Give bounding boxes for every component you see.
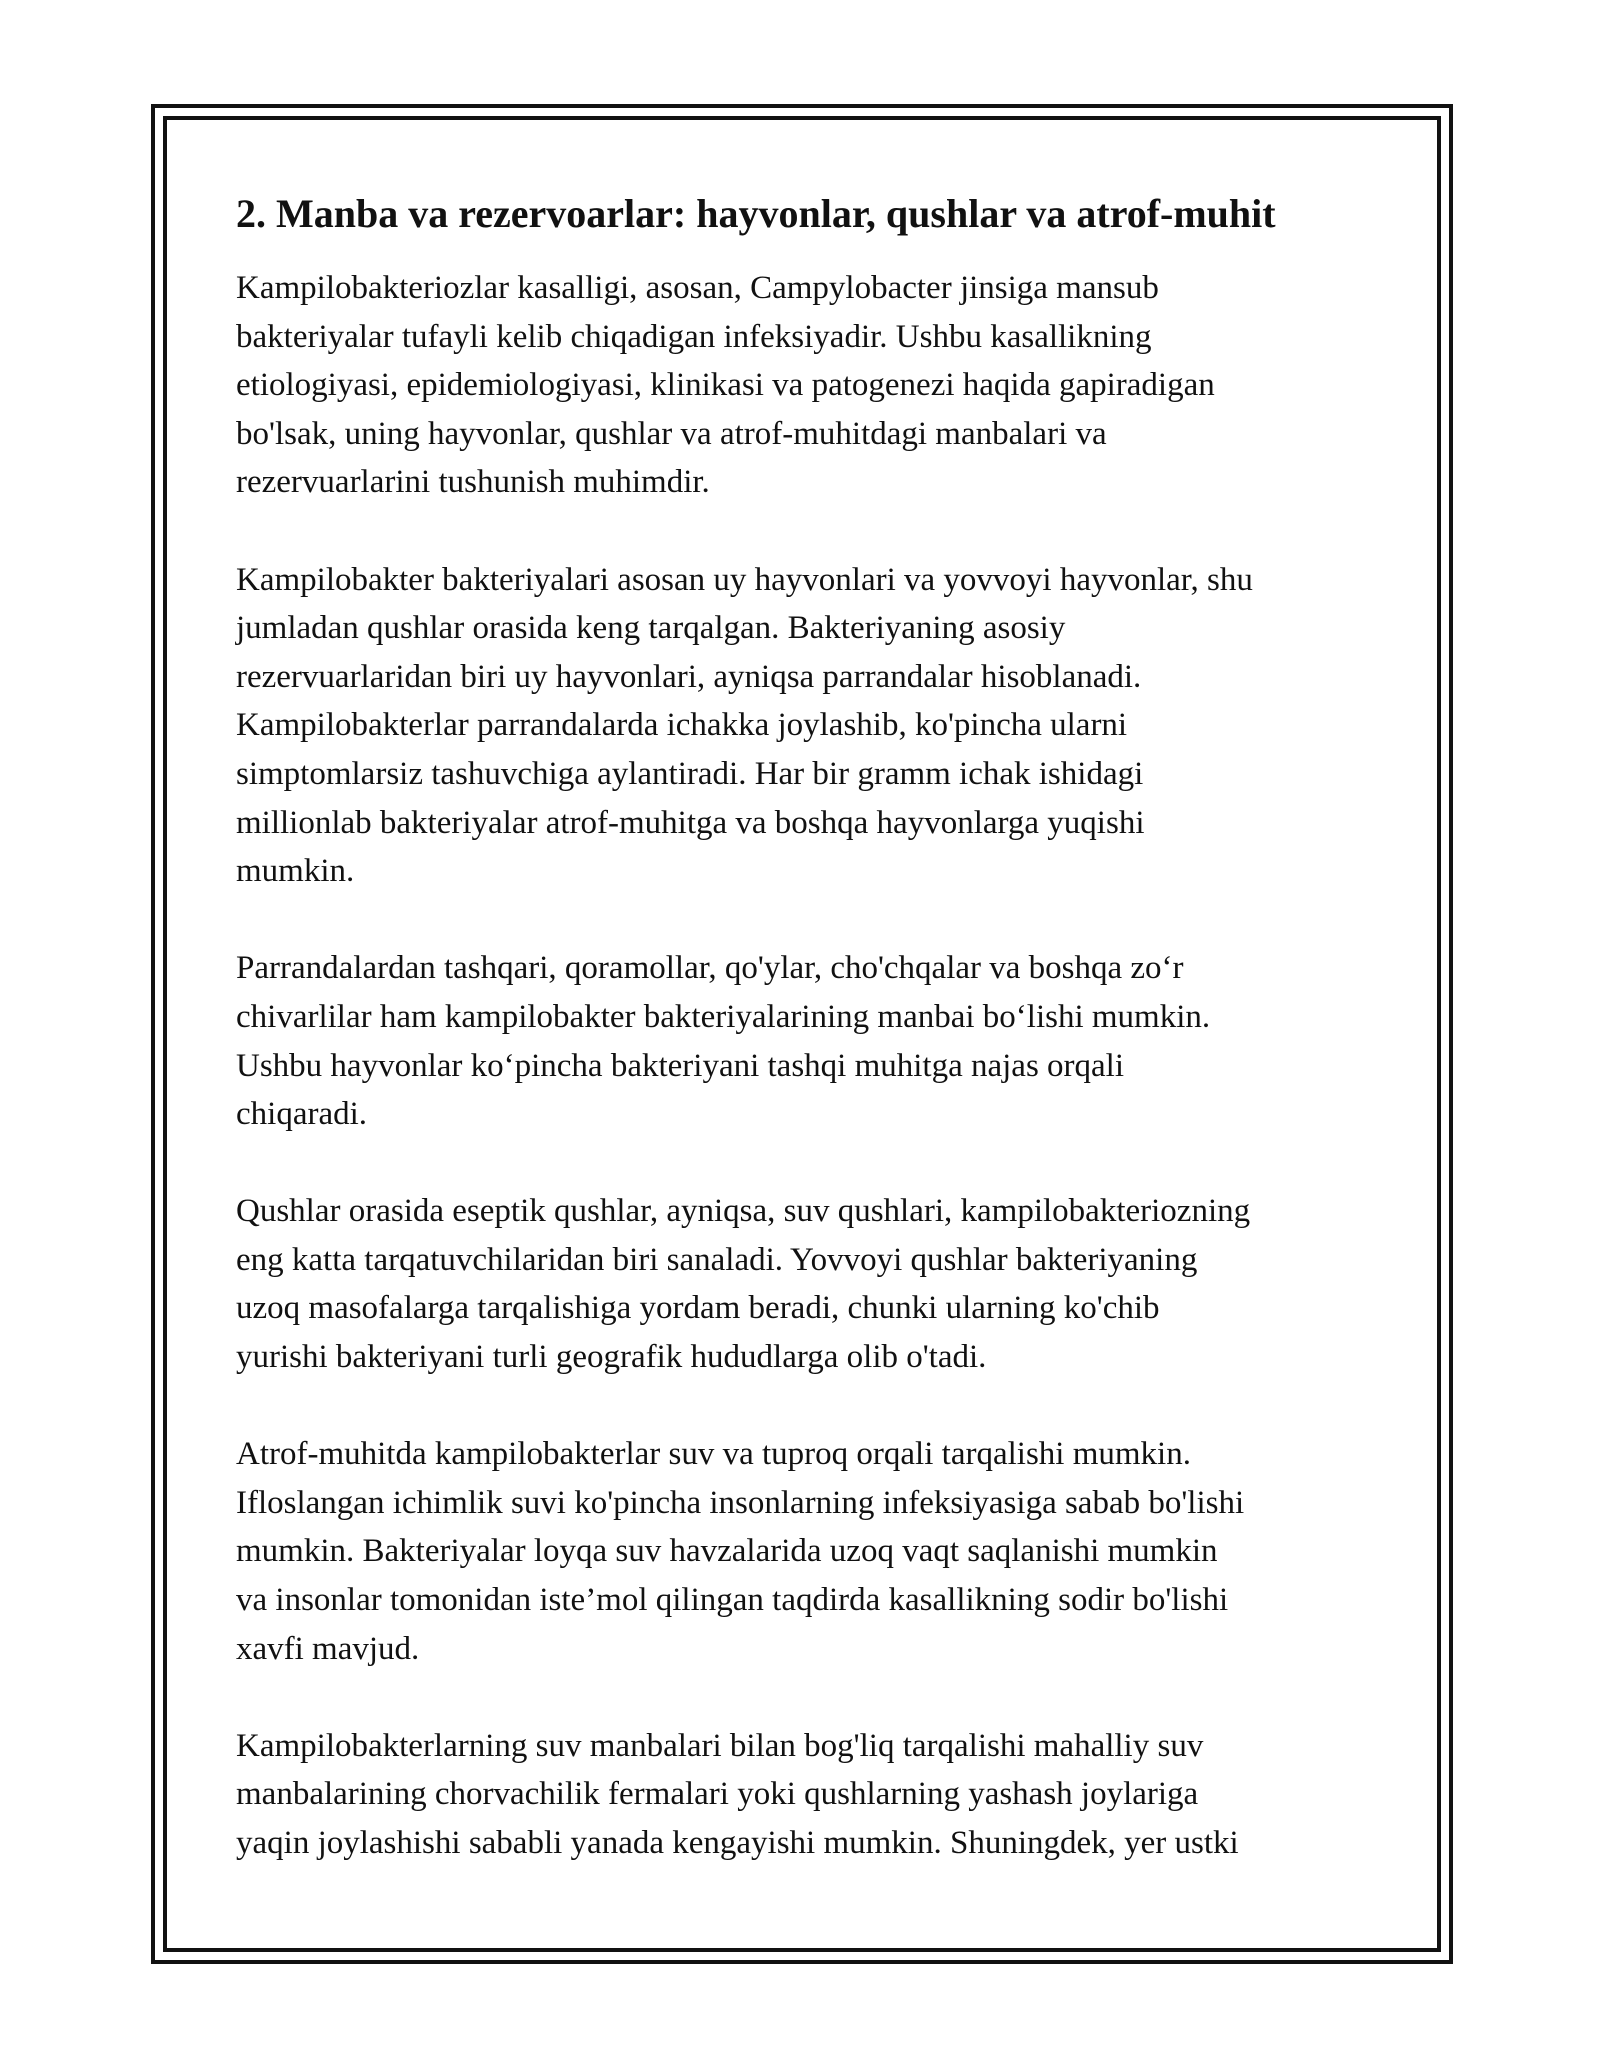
section-title: 2. Manba va rezervoarlar: hayvonlar, qushlar va atrof-muhit [236, 191, 1276, 236]
paragraph-1: Kampilobakteriozlar kasalligi, asosan, Campylobacter jinsiga mansub bakteriyalar tufayli kelib chiqadigan infeksiyadir. Ushbu kasallikning etiologiyasi, epidemiologiyasi, klinikasi va patogenezi haqida gapiradigan bo'lsak, uning hayvonlar, qushlar va atrof-muhitdagi manbalari va rezervuarlarini tushunish muhimdir. [236, 270, 1215, 501]
document-content [236, 186, 1386, 1916]
paragraph-5: Atrof-muhitda kampilobakterlar suv va tuproq orqali tarqalishi mumkin. Ifloslangan ichimlik suvi ko'pincha insonlarning infeksiyasiga sabab bo'lishi mumkin. Bakteriyalar loyqa suv havzalarida uzoq vaqt saqlanishi mumkin va insonlar tomonidan iste’mol qilingan taqdirda kasallikning sodir bo'lishi xavfi mavjud. [236, 1436, 1245, 1667]
paragraph-2: Kampilobakter bakteriyalari asosan uy hayvonlari va yovvoyi hayvonlar, shu jumladan qushlar orasida keng tarqalgan. Bakteriyaning asosiy rezervuarlaridan biri uy hayvonlari, ayniqsa parrandalar hisoblanadi. Kampilobakterlar parrandalarda ichakka joylashib, ko'pincha ularni simptomlarsiz tashuvchiga aylantiradi. Har bir gramm ichak ishidagi millionlab bakteriyalar atrof-muhitga va boshqa hayvonlarga yuqishi mumkin. [236, 561, 1253, 890]
paragraph-4: Qushlar orasida eseptik qushlar, ayniqsa, suv qushlari, kampilobakteriozning eng katta tarqatuvchilaridan biri sanaladi. Yovvoyi qushlar bakteriyaning uzoq masofalarga tarqalishiga yordam beradi, chunki ularning ko'chib yurishi bakteriyani turli geografik hududlarga olib o'tadi. [236, 1193, 1251, 1376]
paragraph-3: Parrandalardan tashqari, qoramollar, qo'ylar, cho'chqalar va boshqa zoʻr chivarlilar ham kampilobakter bakteriyalarining manbai boʻlishi mumkin. Ushbu hayvonlar koʻpincha bakteriyani tashqi muhitga najas orqali chiqaradi. [236, 950, 1211, 1133]
paragraph-6: Kampilobakterlarning suv manbalari bilan bog'liq tarqalishi mahalliy suv manbalarining chorvachilik fermalari yoki qushlarning yashash joylariga yaqin joylashishi sababli yanada kengayishi mumkin. Shuningdek, yer ustki [236, 1727, 1239, 1861]
